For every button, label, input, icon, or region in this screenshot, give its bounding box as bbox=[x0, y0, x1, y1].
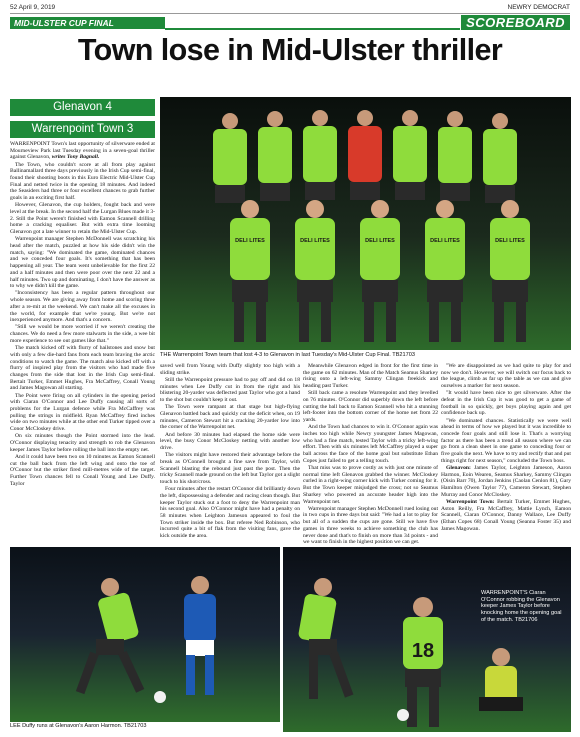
lead-paragraph bbox=[10, 141, 155, 161]
paragraph: Still the Warrenpoint pressure had to pay off and did on 18 minutes when Lee Duffy cut in from the right and his blistering 20-yarder was deflected past Taylor who got a hand to the shot but couldn't keep it out. bbox=[160, 376, 300, 404]
sponsor-text: DELI LITES bbox=[300, 238, 330, 244]
paragraph: Warrenpoint manager Stephen McDonnell rued losing out in two cups in three days but said: "We had a lot to play for but all of a sudden the cups are gone. Still we have five games in three weeks to achieve something the club has never done and that's to finish on more than 34 points - and we want to finish in the highest position we can get. bbox=[303, 505, 438, 546]
top-rule bbox=[10, 13, 570, 14]
action-photo-oconnor-caption: WARRENPOINT'S Ciaran O'Connor robbing the Glenavon keeper James Taylor before knocking home the opening goal of the match. TB21706 bbox=[481, 590, 562, 623]
paragraph: The Town, who couldn't score at all from play against Ballinamallard three days previously in the Irish Cup semi-final, found their shooting boots in this Euro Electric Mid-Ulster Cup Final and netted twice in the opening 18 minutes. And indeed the Seasiders had three or four excellent chances to grab further goals in an exciting first half. bbox=[10, 161, 155, 202]
team-photo-caption: THE Warrenpoint Town team that lost 4-3 to Glenavon in last Tuesday's Mid-Ulster Cup Final. TB21703 bbox=[160, 352, 415, 358]
paragraph: Four minutes after the restart O'Connor did brilliantly down the left, dispossessing a defender and racing clean though. But keeper Taylor stuck out a foot to deny the Warrenpoint man his second goal. Also O'Connor might have had a penalty on 58 minutes when Leighton Jameson appeared to foul the Town striker inside the box. But referee Ned Robinson, who incurred quite a bit of flak from the visiting fans, gave the kick outside the area. bbox=[160, 486, 300, 540]
warrenpoint-lineup-label: Warrenpoint Town: bbox=[446, 499, 495, 506]
score-glenavon: Glenavon 4 bbox=[10, 99, 155, 116]
action-photo-duffy bbox=[10, 547, 280, 722]
paragraph: The Point were firing on all cylinders in the opening period with Ciaran O'Connor and Lee Duffy causing all sorts of problems for the Lurgan defence while Fra McCaffrey was pulling the strings in midfield. Ryan McCaffrey fired inches wide on two minutes while at the other end Turker tipped over a Conor McCloskey drive. bbox=[10, 392, 155, 433]
page-date: 52 April 9, 2019 bbox=[10, 4, 56, 11]
sponsor-text: DELI LITES bbox=[430, 238, 460, 244]
paragraph: The visitors might have restored their advantage before the break as O'Connell brought a fine save from Taylor, with Scannell blasting the rebound just past the post. Then the tricky Scannell made ground on the left but Taylor got a slight touch to his shot/cross. bbox=[160, 452, 300, 485]
sponsor-text: DELI LITES bbox=[235, 238, 265, 244]
paragraph: And the Town had chances to win it. O'Connor again was inches too high while Newry youngster James Magowan, who had a fine match, tested Taylor with a tricky left-wing effort. Then with six minutes left McCaffrey played a super ball across the face of the home goal but substitute Ethan Copes just failed to get a telling touch. bbox=[303, 424, 438, 464]
paragraph: "Inconsistency has been a regular pattern throughout our whole season. We are giving away from home and scoring three after a re-mit at the weekend. We can't make all the excuses in the world, for example that we're young. But we're not inexperienced anymore. And that's a concern. bbox=[10, 290, 155, 324]
paragraph: Still back came a resolute Warrenpoint and they levelled on 76 minutes. O'Connor did superbly down the left before cutting the ball back to Eamon Scannell who hit a stunning left-footer into the bottom corner of the home net from 22 yards. bbox=[303, 390, 438, 424]
shirt-number: 18 bbox=[411, 640, 435, 662]
paragraph: Meanwhile Glenavon edged in front for the first time in the game on 62 minutes. Man of the Match Seamus Sharkey rising onto a left-wing Sammy Clingan freekick and heading past Turker. bbox=[303, 363, 438, 390]
warrenpoint-lineup bbox=[441, 499, 571, 533]
paragraph: "We are disappointed as we had quite to play for and now we don't. However, we will switch our focus back to the league, climb as far up the table as we can and give ourselves a marker for next season. bbox=[441, 363, 571, 390]
action-photo-oconnor bbox=[283, 547, 571, 732]
score-warrenpoint: Warrenpoint Town 3 bbox=[10, 121, 155, 138]
section-label: MID-ULSTER CUP FINAL bbox=[10, 17, 165, 29]
scoreboard-brand: SCOREBOARD bbox=[461, 15, 570, 30]
paragraph: "It would have been nice to get silverware. After the defeat in the Irish Cup it was good to get a game of football in so quickly, get boys playing again and get confidence back up. bbox=[441, 390, 571, 417]
paragraph: That miss was to prove costly as with just one minute of normal time left Glenavon grabbed the winner. McCloskey curled in a right-wing corner kick with Turker coming for it. But the Town keeper misjudged the cross; not so Seamus Sharkey who powered an accurate header high into the Warrenpoint net. bbox=[303, 465, 438, 505]
glenavon-lineup-text: James Taylor, Leighton Jameson, Aaron Harmon, Eoin Wearen, Seamus Sharkey, Sammy Clingan (Oisin Barr 70), Jordan Jenkins (Caolan Cenlon 81), Gary Hamilton (Owen Taylor 77), Cameron Stewart, Stephen Murray and Conor McCloskey. bbox=[441, 465, 571, 498]
section-rule bbox=[165, 28, 460, 30]
article-column-4 bbox=[441, 363, 571, 547]
glenavon-lineup-label: Glenavon: bbox=[446, 465, 471, 472]
paragraph: However, Glenavon, the cup holders, fought back and were level at the break. In the second half the Lurgan Blues made it 3-2. Still the Point weren't finished with Eamon Scannell drilling home a cracking equaliser. But with extra time looming Glenavon got a late winner to retain the Mid-Ulster Cup. bbox=[10, 202, 155, 236]
byline: writes Tony Bagnall. bbox=[51, 154, 100, 161]
paragraph: On six minutes though the Point stormed into the lead. O'Connor displaying tenacity and strength to rob the Glenavon keeper James Taylor before rolling the ball into the empty net. bbox=[10, 433, 155, 453]
article-column-1 bbox=[10, 141, 155, 543]
paragraph: Warrenpoint manager Stephen McDonnell was scratching his head after the match, puzzled at how his side didn't win the match, saying: "We dominated the game, dominated chances and we conceded four goals. It's something that has been happening all year. The team went unbelievable for the first 22 and a half minutes and then were poor over the next 22 and a half minutes. Two up and dominating, I don't have the answer as to why we didn't kill the game. bbox=[10, 236, 155, 290]
article-column-2 bbox=[160, 363, 300, 547]
article-column-3 bbox=[303, 363, 438, 547]
headline: Town lose in Mid-Ulster thriller bbox=[77, 33, 503, 67]
team-photo bbox=[160, 97, 571, 350]
sponsor-text: DELI LITES bbox=[495, 238, 525, 244]
paragraph: The match kicked off with flurry of hailstones and snow but with only a few die-hard fans from each team braving the arctic conditions to watch the game. The match also kicked off with a flurry of inspired play from the visitors who had made five changes from the side that lost in the Irish Cup semi-final. Bertait Turker, Emmet Hughes, Fra McCaffrey, Conall Young and James Magowan all starting. bbox=[10, 345, 155, 392]
paragraph: And it could have been two on 10 minutes as Eamon Scannell cut the ball back from the left wing and onto the toe of O'Connor but the striker fired mill-metres wide of the target. Further Town chances fell to Conall Young and Lee Duffy. Taylor bbox=[10, 453, 155, 487]
paragraph: And before 30 minutes had elapsed the home side were level, the busy Conor McCloskey netting with another low drive. bbox=[160, 431, 300, 451]
lead-text: WARRENPOINT Town's last opportunity of silverware ended at Mourneview Park last Tuesday evening in a seven-goal thriller against Glenavon, bbox=[10, 141, 155, 161]
sponsor-text: DELI LITES bbox=[365, 238, 395, 244]
action-photo-duffy-caption: LEE Duffy runs at Glenavon's Aaron Harmon. TB21703 bbox=[10, 723, 147, 729]
folio bbox=[10, 4, 570, 13]
paragraph: saved well from Young with Duffy slightly too high with a sliding strike. bbox=[160, 363, 300, 376]
glenavon-lineup bbox=[441, 465, 571, 499]
paragraph: "Still we would be more worried if we weren't creating the chances. We do need a few more stalwarts in the side, a wee bit more experience to see out games like that." bbox=[10, 324, 155, 344]
paragraph: The Town were rampant at that stage but high-flying Glenavon battled back and quickly cut the deficit when, on 19 minutes, Cameron Stewart hit a cracking 20-yarder low into the corner of the Warrenpoint net. bbox=[160, 404, 300, 431]
warrenpoint-lineup-text: Bertait Turker, Emmet Hughes, Aston Reilly, Fra McCaffrey, Mattie Lynch, Eamon Scannell, Ciaran O'Connor, Danny Wallace, Lee Duffy (Ethan Copes 68) Conall Young (Seanna Foster 35) and James Magowan. bbox=[441, 499, 571, 532]
publication-name: NEWRY DEMOCRAT bbox=[507, 4, 570, 11]
paragraph: "We dominated chances. Statistically we were well ahead in terms of how we played but it was incredible to concede four goals and still lose it. That's a worrying factor as there has been a trend all season where we can go from a clean sheet in one game to conceding four or five goals the next. We have to try and rectify that and put things right for next season," concluded the Town boss. bbox=[441, 417, 571, 464]
